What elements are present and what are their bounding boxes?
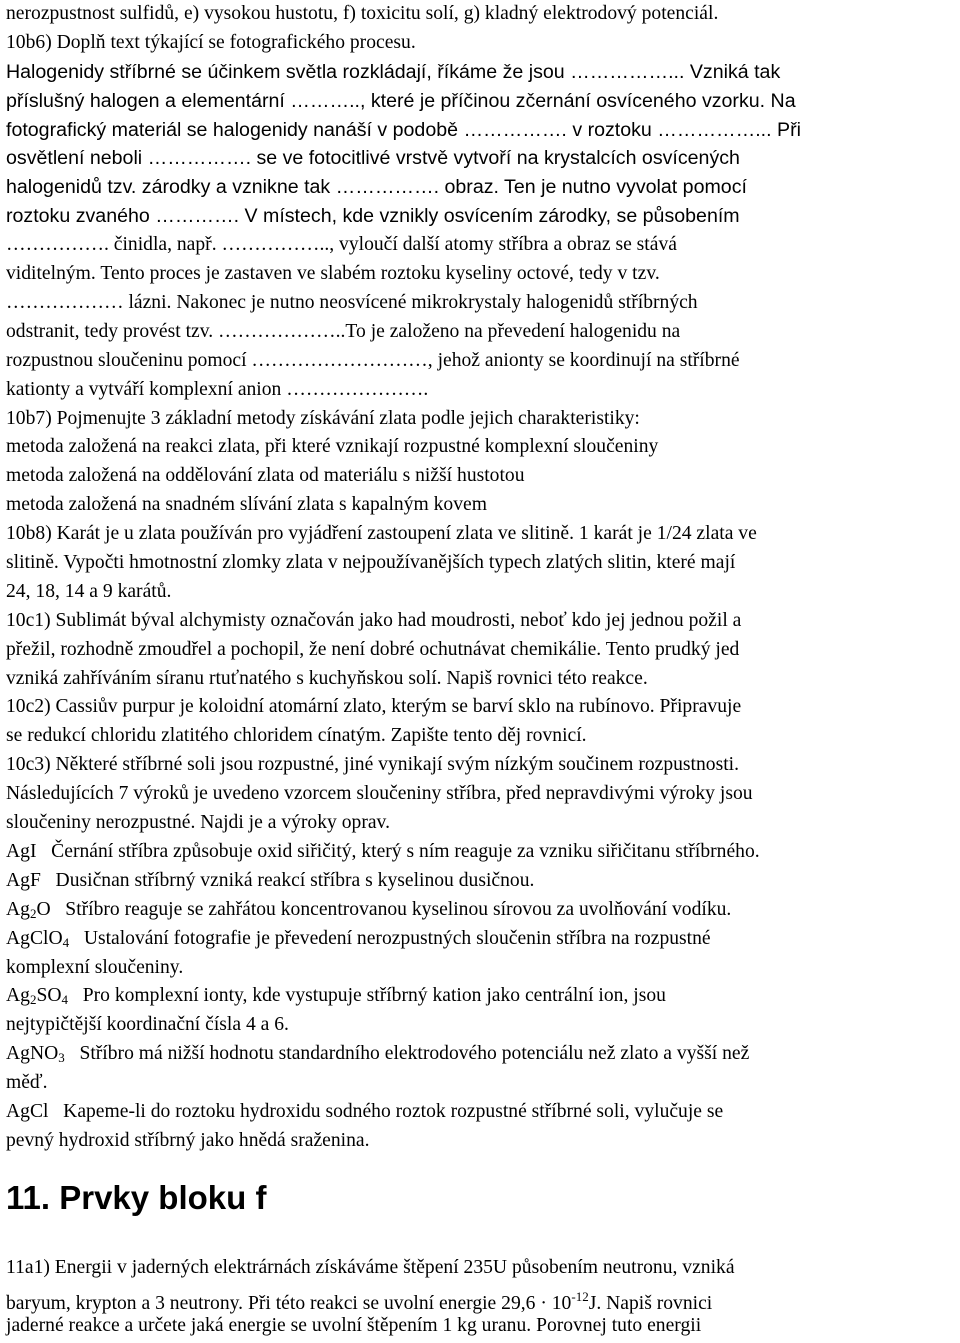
statement-text: Černání stříbra způsobuje oxid siřičitý, který s ním reaguje za vzniku siřičitanu stříbrného. xyxy=(36,841,760,862)
formula: AgCl xyxy=(6,1101,49,1123)
formula: AgI xyxy=(6,841,37,862)
formula: AgF xyxy=(6,869,41,891)
text-line: 10b8) Karát je u zlata používán pro vyjádření zastoupení zlata ve slitině. 1 karát je 1/24 zlata ve xyxy=(6,523,757,545)
statement-text: Pro komplexní ionty, kde vystupuje stříbrný kation jako centrální ion, jsou xyxy=(68,985,666,1007)
formula: Ag xyxy=(6,985,30,1007)
formula-subscript: 2 xyxy=(29,905,37,921)
text-line: rozpustnou sloučeninu pomocí ………………………, jehož anionty se koordinují na stříbrné xyxy=(6,349,740,371)
formula: Ag xyxy=(6,898,30,920)
text-line: slitině. Vypočti hmotnostní zlomky zlata v nejpoužívanějších typech zlatých slitin, které mají xyxy=(6,551,736,573)
text-line: osvětlení neboli ……………. se ve fotocitlivé vrstvě vytvoří na krystalcích osvícených xyxy=(6,147,740,170)
text-line: 10c1) Sublimát býval alchymisty označován jako had moudrosti, neboť kdo jej jednou požil a xyxy=(6,609,742,631)
formula: AgNO xyxy=(6,1043,59,1065)
final-paragraph xyxy=(6,1254,954,1341)
text-line: ……………… lázni. Nakonec je nutno neosvícené mikrokrystaly halogenidů stříbrných xyxy=(6,291,698,313)
text-line: roztoku zvaného …………. V místech, kde vznikly osvícením zárodky, se působením xyxy=(6,205,740,228)
text-line: 10c2) Cassiův purpur je koloidní atomární zlato, kterým se barví sklo na rubínovo. Připravuje xyxy=(6,696,742,718)
text-line: ……………. činidla, např. …………….., vyloučí další atomy stříbra a obraz se stává xyxy=(6,234,677,256)
statement-line xyxy=(6,1040,954,1069)
statement-text: Ustalování fotografie je převedení nerozpustných sloučenin stříbra na rozpustné xyxy=(69,927,711,949)
intro-block xyxy=(6,0,954,58)
text-segment: J. Napiš rovnici xyxy=(588,1292,713,1314)
text-line: Halogenidy stříbrné se účinkem světla rozkládají, říkáme že jsou ……………... Vzniká tak xyxy=(6,60,781,83)
formula: AgClO xyxy=(6,927,63,949)
formula: O xyxy=(36,898,51,920)
statement-line xyxy=(6,982,954,1011)
statements-block xyxy=(6,838,954,1156)
statement-text: Stříbro reaguje se zahřátou koncentrovanou kyselinou sírovou za uvolňování vodíku. xyxy=(50,898,732,920)
statement-continuation: pevný hydroxid stříbrný jako hnědá sraženina. xyxy=(6,1129,370,1151)
statement-line xyxy=(6,867,954,896)
statement-text: Stříbro má nižší hodnotu standardního elektrodového potenciálu než zlato a vyšší než xyxy=(64,1043,750,1065)
formula-subscript: 3 xyxy=(58,1050,65,1066)
text-line: 10c3) Některé stříbrné soli jsou rozpustné, jiné vynikají svým nízkým součinem rozpustnosti. xyxy=(6,754,740,776)
text-line: halogenidů tzv. zárodky a vznikne tak ……………. obraz. Ten je nutno vyvolat pomocí xyxy=(6,176,747,199)
text-line: se redukcí chloridu zlatitého chloridem cínatým. Zapište tento děj rovnicí. xyxy=(6,725,587,747)
statement-text: Kapeme-li do roztoku hydroxidu sodného roztok rozpustné stříbrné soli, vylučuje se xyxy=(48,1101,724,1123)
text-line: 10b7) Pojmenujte 3 základní metody získávání zlata podle jejich charakteristiky: xyxy=(6,407,640,429)
text-line: odstranit, tedy provést tzv. ………………..To je založeno na převedení halogenidu na xyxy=(6,320,681,342)
text-line: 10b6) Doplň text týkající se fotografického procesu. xyxy=(6,31,416,53)
statement-line xyxy=(6,925,954,954)
text-segment: baryum, krypton a 3 neutrony. Při této reakci se uvolní energie 29,6 · 10 xyxy=(6,1292,572,1314)
text-line: jaderné reakce a určete jaká energie se uvolní štěpením 1 kg uranu. Porovnej tuto energii xyxy=(6,1314,702,1336)
text-line: fotografický materiál se halogenidy nanáší v podobě ……………. v roztoku ……………... Při xyxy=(6,118,801,141)
text-line: 11a1) Energii v jaderných elektrárnách získáváme štěpení 235U působením neutronu, vzniká xyxy=(6,1257,735,1278)
statement-continuation: měď. xyxy=(6,1072,48,1094)
statement-text: Dusičnan stříbrný vzniká reakcí stříbra s kyselinou dusičnou. xyxy=(40,869,535,891)
statement-line xyxy=(6,896,954,925)
text-line: vzniká zahříváním síranu rtuťnatého s kuchyňskou solí. Napiš rovnici této reakce. xyxy=(6,667,648,689)
body-block xyxy=(6,231,954,838)
formula-subscript: 4 xyxy=(62,934,70,950)
text-line: metoda založená na snadném slívání zlata s kapalným kovem xyxy=(6,494,487,516)
text-line: kationty a vytváří komplexní anion …………………. xyxy=(6,378,429,400)
text-line: viditelným. Tento proces je zastaven ve slabém roztoku kyseliny octové, tedy v tzv. xyxy=(6,263,660,285)
formula-subscript: 2 xyxy=(29,992,37,1008)
text-line: přežil, rozhodně zmoudřel a pochopil, že není dobré ochutnávat chemikálie. Tento prudký jed xyxy=(6,638,740,660)
text-line xyxy=(6,1283,954,1312)
text-line: sloučeniny nerozpustné. Najdi je a výroky oprav. xyxy=(6,812,390,833)
statement-continuation: nejtypičtější koordinační čísla 4 a 6. xyxy=(6,1014,289,1036)
section-heading: 11. Prvky bloku f xyxy=(6,1179,267,1216)
statement-line xyxy=(6,1098,954,1127)
formula: SO xyxy=(36,985,62,1007)
statement-continuation: komplexní sloučeniny. xyxy=(6,956,184,978)
text-line: metoda založená na reakci zlata, při které vznikají rozpustné komplexní sloučeniny xyxy=(6,436,659,458)
exponent: -12 xyxy=(571,1288,589,1304)
text-line: příslušný halogen a elementární ……….., které je příčinou zčernání osvíceného vzorku. Na xyxy=(6,89,796,112)
text-line: metoda založená na oddělování zlata od materiálu s nižší hustotou xyxy=(6,465,525,487)
text-line: 24, 18, 14 a 9 karátů. xyxy=(6,580,172,602)
formula-subscript: 4 xyxy=(61,992,69,1008)
photo-process-paragraph xyxy=(6,58,954,231)
statement-line xyxy=(6,838,954,867)
text-line: nerozpustnost sulfidů, e) vysokou hustotu, f) toxicitu solí, g) kladný elektrodový potenciál. xyxy=(6,3,719,24)
text-line: Následujících 7 výroků je uvedeno vzorcem sloučeniny stříbra, před nepravdivými výroky jsou xyxy=(6,783,753,805)
